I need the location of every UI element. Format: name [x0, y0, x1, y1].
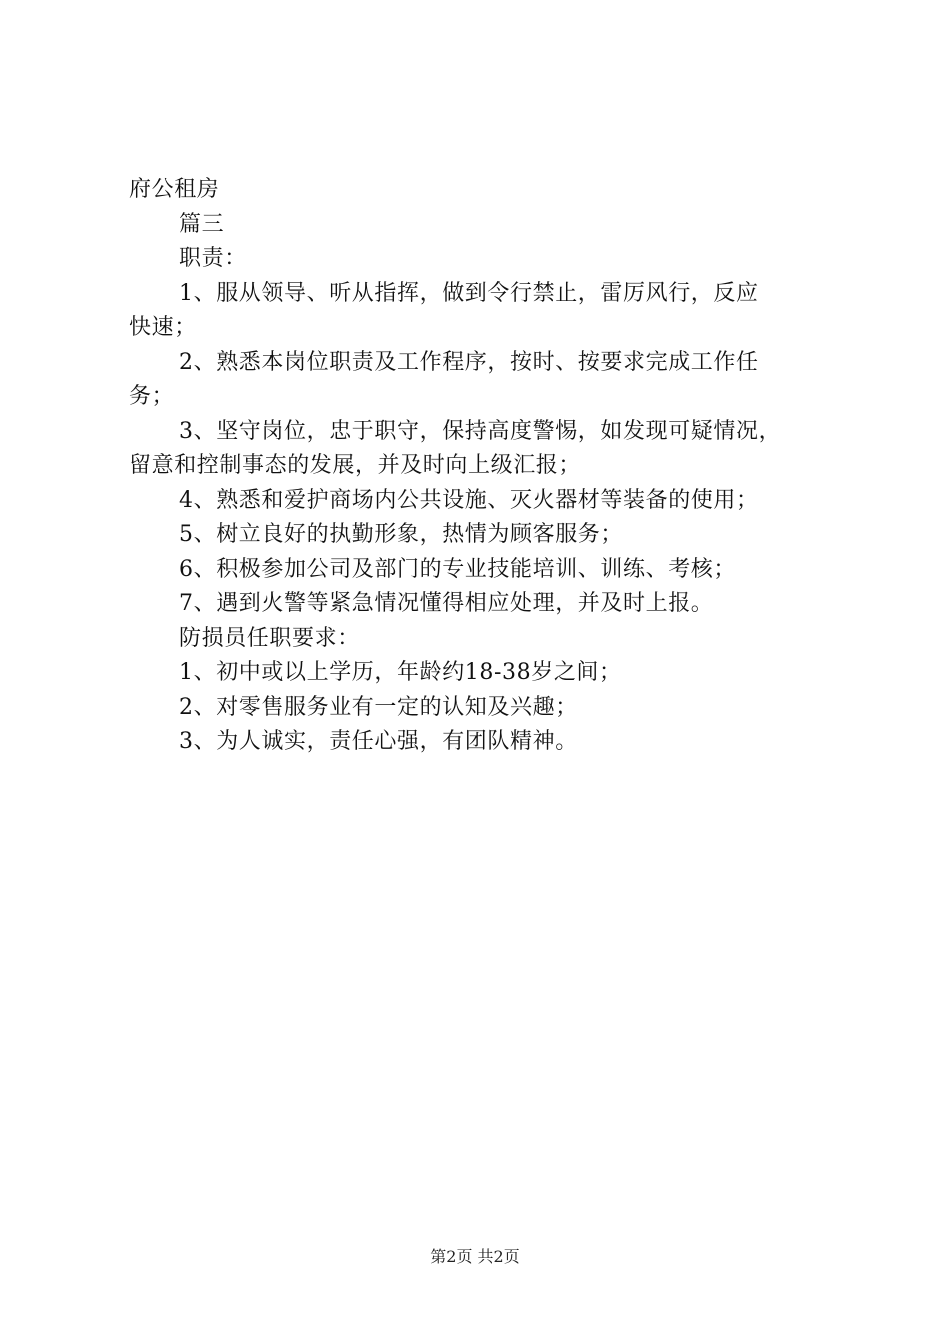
text-line: 2、对零售服务业有一定的认知及兴趣；: [179, 694, 578, 720]
text-line: 职责：: [179, 246, 247, 271]
text-line: 2、熟悉本岗位职责及工作程序，按时、按要求完成工作任: [179, 349, 759, 375]
text-line: 快速；: [129, 315, 197, 340]
page-footer: [0, 1244, 950, 1267]
text-line: 1、初中或以上学历，年龄约18-38岁之间；: [179, 660, 622, 685]
text-line: 4、熟悉和爱护商场内公共设施、灭火器材等装备的使用；: [179, 487, 759, 513]
text-line: 6、积极参加公司及部门的专业技能培训、训练、考核；: [179, 556, 736, 582]
text-line: 篇三: [179, 211, 225, 237]
text-line: 7、遇到火警等紧急情况懂得相应处理，并及时上报。: [179, 591, 714, 616]
text-line: 务；: [129, 384, 175, 409]
document-body: [129, 173, 829, 760]
text-line: 5、树立良好的执勤形象，热情为顾客服务；: [179, 522, 623, 547]
text-line: 3、为人诚实，责任心强，有团队精神。: [179, 729, 578, 754]
text-line: 留意和控制事态的发展，并及时向上级汇报；: [129, 453, 582, 478]
text-line: 府公租房: [129, 177, 220, 202]
text-line: 防损员任职要求：: [179, 625, 360, 651]
page-number: 第2页 共2页: [430, 1247, 520, 1266]
text-line: 1、服从领导、听从指挥，做到令行禁止，雷厉风行，反应: [179, 280, 759, 306]
text-line: 3、坚守岗位，忠于职守，保持高度警惕，如发现可疑情况，: [179, 418, 782, 444]
